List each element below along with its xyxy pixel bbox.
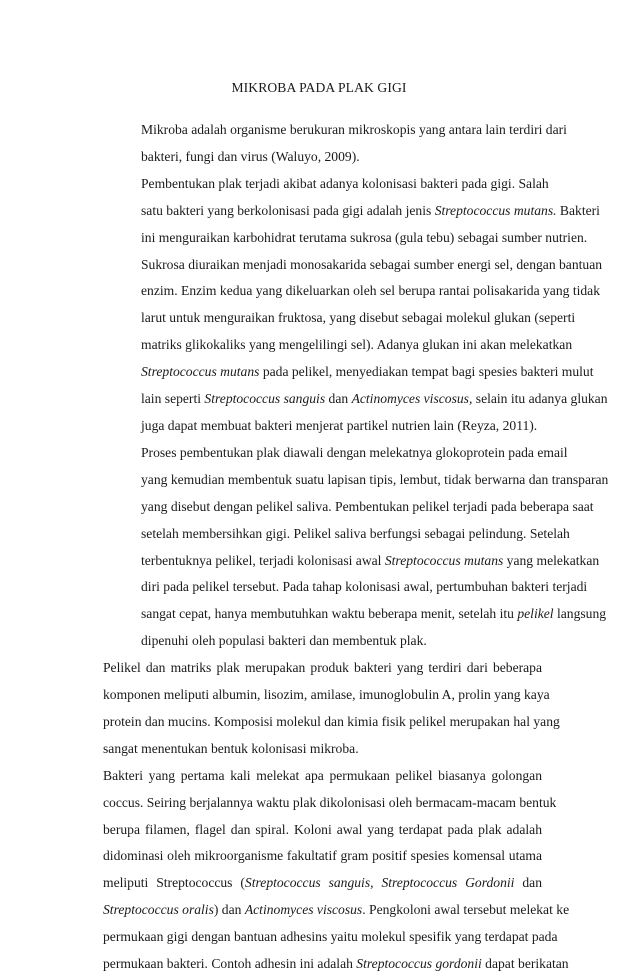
text-run: yang disebut dengan pelikel saliva. Pembentukan pelikel terjadi pada beberapa saat [141,498,594,514]
paragraph-3 [95,440,609,655]
text-line [95,252,603,279]
text-run: protein dan mucins. Komposisi molekul dan kimia fisik pelikel merupakan hal yang [103,713,560,729]
text-run: Bakteri yang pertama kali melekat apa permukaan pelikel biasanya golongan [103,767,542,783]
text-line [95,171,549,198]
text-run: Sukrosa diuraikan menjadi monosakarida sebagai sumber energi sel, dengan bantuan [141,256,603,272]
text-line [95,144,542,171]
text-line [95,305,576,332]
text-line [95,709,560,736]
text-run: Pembentukan plak terjadi akibat adanya kolonisasi bakteri pada gigi. Salah [141,175,549,191]
text-line [95,736,542,763]
text-line [95,198,600,225]
text-run: Mikroba adalah organisme berukuran mikroskopis yang antara lain terdiri dari [141,122,567,137]
paragraph-4 [95,655,560,763]
text-run: meliputi Streptococcus ( [103,875,245,891]
text-run: Proses pembentukan plak diawali dengan melekatnya glokoprotein pada email [141,444,568,460]
text-run: Bakteri [556,202,600,218]
text-line [95,117,567,144]
text-run: setelah membersihkan gigi. Pelikel saliva berfungsi sebagai pelindung. Setelah [141,525,570,541]
text-run: berupa filamen, flagel dan spiral. Koloni awal yang terdapat pada plak adalah [103,821,542,837]
text-run: . Pengkoloni awal tersebut melekat ke [362,902,570,918]
italic-term: Streptococcus gordonii [356,956,482,972]
paragraph-5 [95,763,570,978]
text-line [95,332,573,359]
text-line [95,494,594,521]
text-run: bakteri, fungi dan virus (Waluyo, 2009). [141,148,360,164]
text-line [95,521,570,548]
text-run: didominasi oleh mikroorganisme fakultatif gram positif spesies komensal utama [103,848,542,864]
text-run: matriks glikokaliks yang mengelilingi sel). Adanya glukan ini akan melekatkan [141,337,573,353]
text-line [95,682,550,709]
text-line [95,278,601,305]
text-line [95,548,600,575]
text-run: diri pada pelikel tersebut. Pada tahap kolonisasi awal, pertumbuhan bakteri terjadi [141,579,588,595]
text-line [95,843,542,870]
italic-term: Actinomyces viscosus [244,902,363,918]
text-run: dan [514,875,542,891]
text-run: satu bakteri yang berkolonisasi pada gigi adalah jenis [141,202,435,218]
text-line [95,628,542,655]
italic-term: Actinomyces viscosus, [351,391,473,407]
text-line [95,763,542,790]
text-line [95,924,558,951]
text-line [95,655,542,682]
text-line [95,467,609,494]
text-run: terbentuknya pelikel, terjadi kolonisasi awal [141,552,385,568]
text-line [95,601,607,628]
text-run: juga dapat membuat bakteri menjerat partikel nutrien lain (Reyza, 2011). [141,417,538,433]
document-title: MIKROBA PADA PLAK GIGI [231,80,407,95]
text-line [95,359,594,386]
text-line [95,897,570,924]
text-run: komponen meliputi albumin, lisozim, amilase, imunoglobulin A, prolin yang kaya [103,687,550,703]
text-run: selain itu adanya glukan [472,391,608,407]
paragraph-1 [95,117,567,171]
text-run: Pelikel dan matriks plak merupakan produk bakteri yang terdiri dari beberapa [103,660,542,676]
text-run: coccus. Seiring berjalannya waktu plak dikolonisasi oleh bermacam-macam bentuk [103,794,557,810]
italic-term: Streptococcus oralis [103,902,214,918]
text-line [95,574,588,601]
document-body [95,117,609,978]
text-line [95,790,557,817]
text-run: larut untuk menguraikan fruktosa, yang disebut sebagai molekul glukan (seperti [141,310,576,326]
italic-term: pelikel [517,606,554,622]
text-run: permukaan bakteri. Contoh adhesin ini adalah [103,956,357,972]
text-run: ) dan [213,902,245,918]
italic-term: Streptococcus sanguis [204,391,326,407]
text-run: dapat berikatan [481,956,569,972]
text-run: dipenuhi oleh populasi bakteri dan membentuk plak. [141,633,427,649]
text-line [95,817,542,844]
italic-term: Streptococcus mutans. [434,202,557,218]
text-run: sangat cepat, hanya membutuhkan waktu beberapa menit, setelah itu [141,606,518,622]
text-run: ini menguraikan karbohidrat terutama sukrosa (gula tebu) sebagai sumber nutrien. [141,229,588,245]
text-line [95,386,608,413]
text-line [95,951,569,978]
italic-term: Streptococcus mutans [141,364,260,380]
text-run: langsung [553,606,607,622]
italic-term: Streptococcus mutans [384,552,504,568]
text-line [95,225,588,252]
text-run: lain seperti [141,391,205,407]
text-run: permukaan gigi dengan bantuan adhesins yaitu molekul spesifik yang terdapat pada [103,929,558,945]
text-line [95,870,542,897]
paragraph-2 [95,171,608,440]
text-run: dan [325,391,352,407]
text-run: enzim. Enzim kedua yang dikeluarkan oleh sel berupa rantai polisakarida yang tidak [141,283,601,299]
text-run: pada pelikel, menyediakan tempat bagi spesies bakteri mulut [259,364,594,380]
text-run: yang melekatkan [503,552,600,568]
text-line [95,440,568,467]
text-run: sangat menentukan bentuk kolonisasi mikroba. [103,740,359,756]
italic-term: Streptococcus sanguis, Streptococcus Gordonii [244,875,515,891]
text-run: yang kemudian membentuk suatu lapisan tipis, lembut, tidak berwarna dan transparan [141,471,609,487]
text-line [95,413,542,440]
